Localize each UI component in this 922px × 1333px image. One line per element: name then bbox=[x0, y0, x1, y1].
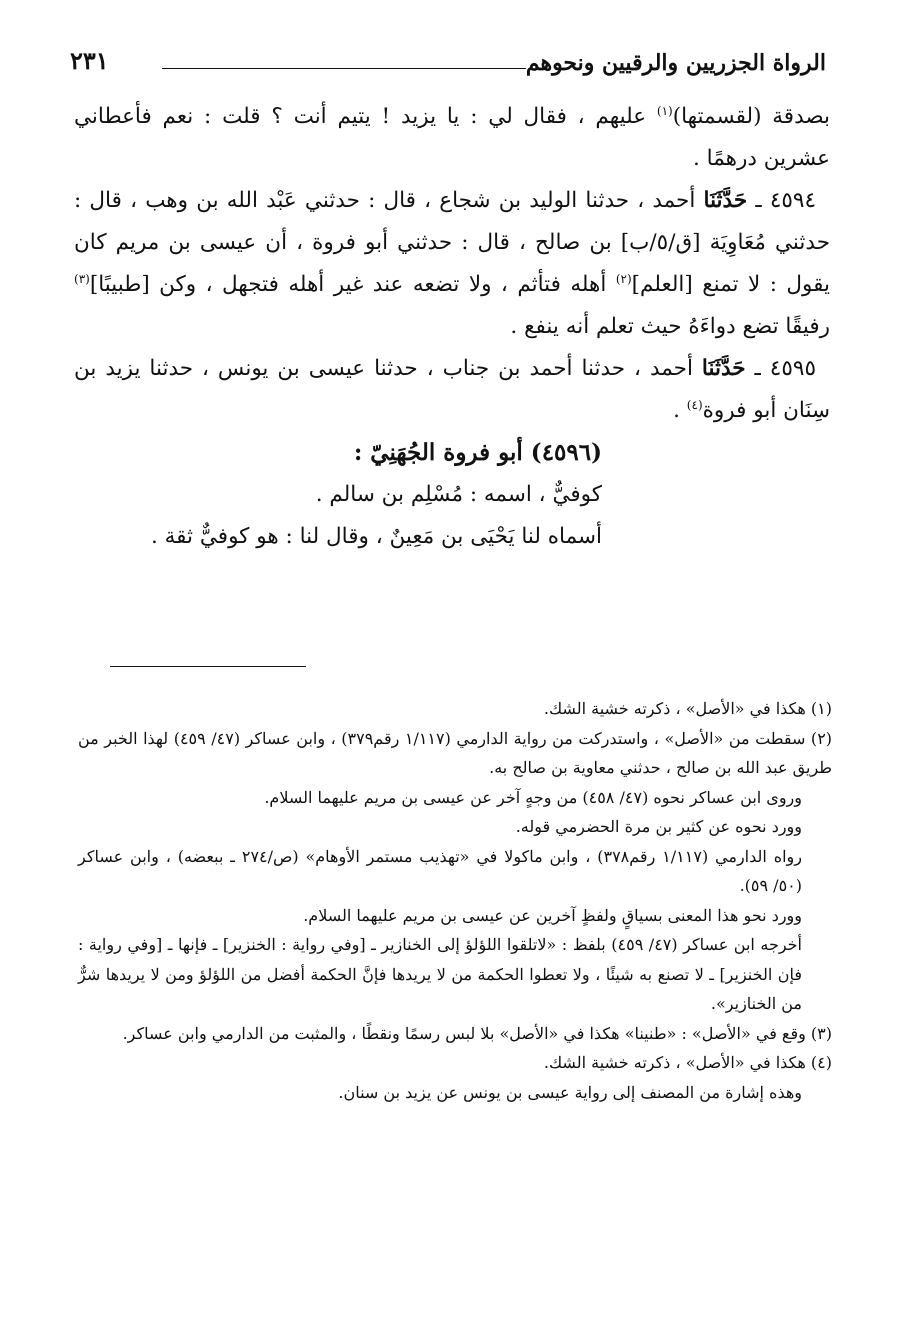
text-run: أهله فتأثم ، ولا تضعه عند غير أهله فتجهل ، وكن [طبيبًا] bbox=[89, 272, 616, 297]
hadith-4594 bbox=[74, 180, 830, 348]
footnote-4-cont: وهذه إشارة من المصنف إلى رواية عيسى بن يونس عن يزيد بن سنان. bbox=[338, 1082, 802, 1102]
main-text bbox=[74, 96, 830, 558]
hadith-number: ٤٥٩٥ ـ bbox=[745, 356, 816, 381]
footnote-ref-1: (١) bbox=[656, 103, 673, 118]
footnote-2-cont: وورد نحوه عن كثير بن مرة الحضرمي قوله. bbox=[515, 817, 802, 836]
footnote-2-cont: أخرجه ابن عساكر (٤٧/ ٤٥٩) بلفظ : «لاتلقوا اللؤلؤ إلى الخنازير ـ [وفي رواية : الخنزير] ـ فإنها ـ [وفي رواية : فإن الخنزير] ـ لا تصنع به شيئًا ، ولا تعطوا الحكمة من لا يريدها فإنَّ الحكمة أفضل من اللؤلؤ ومن لا يريدها شرٌّ من الخنازير». bbox=[78, 935, 803, 1013]
footnote-3: (٣) وقع في «الأصل» : «طنينا» هكذا في «الأصل» بلا لبس رسمًا ونقطًا ، والمثبت من الدارمي وابن عساكر. bbox=[122, 1023, 832, 1043]
footnote-2-cont: وورد نحو هذا المعنى بسياقٍ ولفظٍ آخرين عن عيسى بن مريم عليهما السلام. bbox=[303, 905, 802, 925]
footnote-2-cont: رواه الدارمي (١/١١٧ رقم٣٧٨) ، وابن ماكولا في «تهذيب مستمر الأوهام» (ص/٢٧٤ ـ ببعضه) ، وابن عساكر (٥٠/ ٥٩). bbox=[78, 846, 803, 895]
footnote-2: (٢) سقطت من «الأصل» ، واستدركت من رواية الدارمي (١/١١٧ رقم٣٧٩) ، وابن عساكر (٤٧/ ٤٥٩) لهذا الخبر من طريق عبد الله بن صالح ، حدثني معاوية بن صالح به. bbox=[78, 728, 833, 777]
footnote-ref-2: (٢) bbox=[615, 271, 632, 286]
footnote-ref-3: (٣) bbox=[74, 271, 90, 286]
footnote-1: (١) هكذا في «الأصل» ، ذكرته خشية الشك. bbox=[543, 699, 832, 718]
footnote-2-cont: وروى ابن عساكر نحوه (٤٧/ ٤٥٨) من وجهٍ آخر عن عيسى بن مريم عليهما السلام. bbox=[264, 787, 802, 807]
footnote-ref-4: (٤) bbox=[686, 397, 703, 412]
text-run: أحمد ، حدثنا الوليد بن شجاع ، قال : حدثني عَبْد الله بن وهب ، قال : حدثني مُعَاوِيَة [ق/٥/ب] بن صالح ، قال : حدثني أبو فروة ، أن عيسى بن مريم كان يقول : لا تمنع [العلم] bbox=[74, 188, 831, 297]
entry-heading-4596: (٤٥٩٦) أبو فروة الجُهَنِيّ : bbox=[353, 439, 602, 466]
hadith-opening-word: حَدَّثَنَا bbox=[701, 356, 746, 381]
footnote-separator bbox=[110, 666, 306, 667]
hadith-4595 bbox=[74, 348, 830, 432]
text-run: عليهم ، فقال لي : يا يزيد ! يتيم أنت ؟ قلت : نعم فأعطاني عشرين درهمًا . bbox=[74, 104, 830, 171]
text-run: رفيقًا تضع دواءَهُ حيث تعلم أنه ينفع . bbox=[510, 314, 830, 339]
hadith-opening-word: حَدَّثَنَا bbox=[703, 188, 748, 213]
page-header bbox=[70, 44, 826, 84]
text-run: أحمد ، حدثنا أحمد بن جناب ، حدثنا عيسى بن يونس ، حدثنا يزيد بن سِنَان أبو فروة bbox=[74, 356, 830, 423]
hadith-number: ٤٥٩٤ ـ bbox=[747, 188, 817, 213]
header-rule bbox=[162, 68, 526, 69]
paragraph-continuation bbox=[74, 96, 830, 180]
page-number: ٢٣١ bbox=[70, 46, 109, 75]
text-run: . bbox=[673, 398, 687, 423]
entry-line-kufi: كوفيٌّ ، اسمه : مُسْلِم بن سالم . bbox=[315, 482, 602, 507]
text-run: بصدقة (لقسمتها) bbox=[672, 104, 830, 129]
footnotes bbox=[78, 694, 832, 1107]
footnote-4: (٤) هكذا في «الأصل» ، ذكرته خشية الشك. bbox=[543, 1053, 832, 1072]
running-title: الرواة الجزريين والرقيين ونحوهم bbox=[525, 50, 826, 76]
entry-line-named: أسماه لنا يَحْيَى بن مَعِينٌ ، وقال لنا : هو كوفيٌّ ثقة . bbox=[150, 524, 602, 549]
